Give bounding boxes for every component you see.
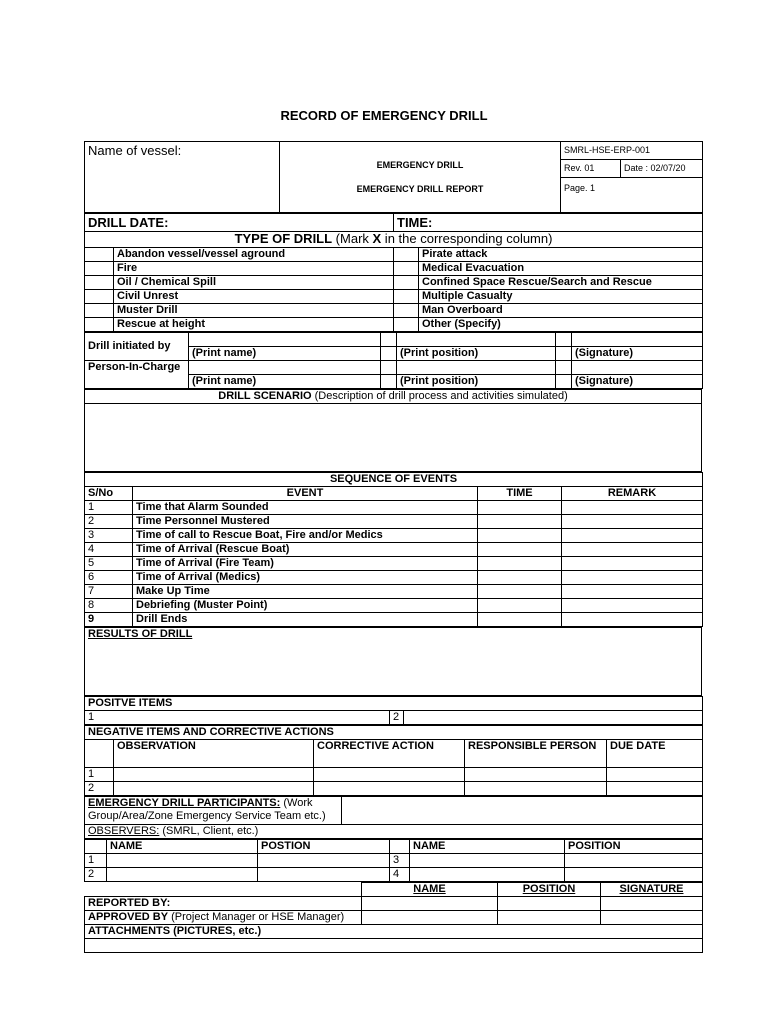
drill-time-field[interactable]: TIME: — [394, 214, 703, 232]
mark-box-right[interactable] — [394, 276, 419, 290]
observation-input[interactable] — [114, 782, 314, 796]
row-event: Time of Arrival (Fire Team) — [133, 557, 478, 571]
row-event: Time that Alarm Sounded — [133, 501, 478, 515]
approved-name-input[interactable] — [362, 911, 498, 925]
negative-table — [84, 725, 703, 796]
scenario-table — [84, 389, 702, 472]
table-row — [85, 599, 703, 613]
drill-type-left: Fire — [114, 262, 394, 276]
mark-box-right[interactable] — [394, 318, 419, 332]
time-input[interactable] — [478, 529, 562, 543]
observer-name-input[interactable] — [410, 868, 565, 882]
negative-items-heading: NEGATIVE ITEMS AND CORRECTIVE ACTIONS — [85, 726, 703, 740]
initiator-signature-input[interactable] — [572, 333, 703, 347]
row-number: 1 — [85, 501, 133, 515]
col-corrective-action: CORRECTIVE ACTION — [314, 740, 465, 768]
remark-input[interactable] — [562, 557, 703, 571]
row-number: 6 — [85, 571, 133, 585]
col-signature: SIGNATURE — [601, 883, 703, 897]
positive-table — [84, 696, 703, 725]
drill-type-left: Rescue at height — [114, 318, 394, 332]
row-number: 5 — [85, 557, 133, 571]
print-position-label: (Print position) — [397, 347, 556, 361]
participants-heading — [85, 797, 342, 825]
observers-heading — [85, 825, 703, 839]
time-input[interactable] — [478, 515, 562, 529]
observers-table — [84, 839, 703, 882]
table-row — [85, 613, 703, 627]
scenario-heading-bold: DRILL SCENARIO — [218, 390, 312, 402]
row-number: 3 — [390, 854, 410, 868]
drill-type-table — [84, 213, 703, 332]
due-date-input[interactable] — [607, 782, 703, 796]
mark-box-left[interactable] — [85, 248, 114, 262]
reported-position-input[interactable] — [498, 897, 601, 911]
remark-input[interactable] — [562, 529, 703, 543]
time-input[interactable] — [478, 501, 562, 515]
table-row — [85, 557, 703, 571]
sequence-table — [84, 472, 703, 627]
drill-type-right: Man Overboard — [419, 304, 703, 318]
remark-input[interactable] — [562, 543, 703, 557]
col-sno: S/No — [85, 487, 133, 501]
drill-type-left: Oil / Chemical Spill — [114, 276, 394, 290]
remark-input[interactable] — [562, 515, 703, 529]
sequence-heading: SEQUENCE OF EVENTS — [85, 473, 703, 487]
initiated-table — [84, 332, 703, 389]
remark-input[interactable] — [562, 571, 703, 585]
doc-number: SMRL-HSE-ERP-001 — [561, 142, 703, 160]
col-observation: OBSERVATION — [114, 740, 314, 768]
corrective-action-input[interactable] — [314, 782, 465, 796]
scenario-heading — [85, 390, 702, 404]
approved-signature-input[interactable] — [601, 911, 703, 925]
revision-date: Date : 02/07/20 — [621, 160, 703, 178]
col-position: POSITION — [498, 883, 601, 897]
page-number: Page. 1 — [561, 178, 703, 213]
drill-date-field[interactable]: DRILL DATE: — [85, 214, 394, 232]
drill-type-left: Civil Unrest — [114, 290, 394, 304]
observer-position-input[interactable] — [565, 854, 703, 868]
type-heading-mid: (Mark — [332, 231, 373, 246]
report-heading-line2: EMERGENCY DRILL REPORT — [356, 184, 484, 194]
table-row — [85, 529, 703, 543]
remark-input[interactable] — [562, 613, 703, 627]
scenario-input[interactable] — [85, 404, 702, 472]
participants-rest: (Work Group/Area/Zone Emergency Service Team etc.) — [88, 797, 326, 822]
corrective-action-input[interactable] — [314, 768, 465, 782]
mark-box-right[interactable] — [394, 248, 419, 262]
report-heading-line1: EMERGENCY DRILL — [376, 160, 464, 170]
type-heading-bold: TYPE OF DRILL — [234, 231, 333, 246]
responsible-person-input[interactable] — [465, 782, 607, 796]
participants-label: EMERGENCY DRILL PARTICIPANTS: — [88, 797, 281, 809]
remark-input[interactable] — [562, 501, 703, 515]
positive-item-2-number: 2 — [390, 711, 404, 725]
mark-box-right[interactable] — [394, 290, 419, 304]
initiator-name-input[interactable] — [189, 333, 381, 347]
signature-label: (Signature) — [572, 347, 703, 361]
time-input[interactable] — [478, 599, 562, 613]
mark-box-left[interactable] — [85, 290, 114, 304]
drill-type-right: Multiple Casualty — [419, 290, 703, 304]
table-row — [85, 501, 703, 515]
drill-type-left: Abandon vessel/vessel aground — [114, 248, 394, 262]
col-remark: REMARK — [562, 487, 703, 501]
participants-input[interactable] — [342, 797, 703, 825]
col-time: TIME — [478, 487, 562, 501]
mark-box-left[interactable] — [85, 304, 114, 318]
observer-position-input[interactable] — [258, 854, 390, 868]
approved-by-bold: APPROVED BY — [88, 911, 169, 923]
row-event: Debriefing (Muster Point) — [133, 599, 478, 613]
reported-name-input[interactable] — [362, 897, 498, 911]
observers-label: OBSERVERS: — [88, 825, 160, 837]
approved-position-input[interactable] — [498, 911, 601, 925]
due-date-input[interactable] — [607, 768, 703, 782]
mark-box-right[interactable] — [394, 262, 419, 276]
row-event: Drill Ends — [133, 613, 478, 627]
col-event: EVENT — [133, 487, 478, 501]
results-field[interactable]: RESULTS OF DRILL — [85, 628, 702, 696]
observer-name-input[interactable] — [107, 868, 258, 882]
drill-initiated-label: Drill initiated by — [85, 333, 189, 361]
approved-by-label — [85, 911, 362, 925]
mark-box-right[interactable] — [394, 304, 419, 318]
row-number: 2 — [85, 868, 107, 882]
signoff-table — [84, 882, 703, 953]
observer-name-input[interactable] — [107, 854, 258, 868]
document-title: RECORD OF EMERGENCY DRILL — [280, 108, 488, 123]
remark-input[interactable] — [562, 585, 703, 599]
vessel-label[interactable]: Name of vessel: — [85, 142, 280, 213]
positive-item-1[interactable]: 1 — [85, 711, 390, 725]
drill-type-right: Confined Space Rescue/Search and Rescue — [419, 276, 703, 290]
person-in-charge-label: Person-In-Charge — [85, 361, 189, 389]
observer-position-input[interactable] — [258, 868, 390, 882]
header-table — [84, 141, 703, 213]
row-event: Time Personnel Mustered — [133, 515, 478, 529]
print-position-label: (Print position) — [397, 375, 556, 389]
time-input[interactable] — [478, 557, 562, 571]
reported-by-label: REPORTED BY: — [85, 897, 362, 911]
row-number: 4 — [390, 868, 410, 882]
row-event: Time of Arrival (Rescue Boat) — [133, 543, 478, 557]
reported-signature-input[interactable] — [601, 897, 703, 911]
row-number: 2 — [85, 515, 133, 529]
row-number: 9 — [85, 613, 133, 627]
observer-position-input[interactable] — [565, 868, 703, 882]
signature-label: (Signature) — [572, 375, 703, 389]
drill-form — [84, 141, 702, 953]
col-position: POSTION — [258, 840, 390, 854]
pic-name-input[interactable] — [189, 361, 381, 375]
results-table — [84, 627, 702, 696]
pic-signature-input[interactable] — [572, 361, 703, 375]
col-name: NAME — [362, 883, 498, 897]
observer-name-input[interactable] — [410, 854, 565, 868]
row-number: 4 — [85, 543, 133, 557]
print-name-label: (Print name) — [189, 347, 381, 361]
drill-type-right: Pirate attack — [419, 248, 703, 262]
observation-input[interactable] — [114, 768, 314, 782]
row-event: Time of call to Rescue Boat, Fire and/or Medics — [133, 529, 478, 543]
row-number: 8 — [85, 599, 133, 613]
col-responsible-person: RESPONSIBLE PERSON — [465, 740, 607, 768]
observers-rest: (SMRL, Client, etc.) — [159, 825, 259, 837]
row-number: 1 — [85, 854, 107, 868]
table-row — [85, 571, 703, 585]
print-name-label: (Print name) — [189, 375, 381, 389]
row-number: 7 — [85, 585, 133, 599]
mark-box-left[interactable] — [85, 276, 114, 290]
attachments-label: ATTACHMENTS (PICTURES, etc.) — [85, 925, 703, 939]
col-due-date: DUE DATE — [607, 740, 703, 768]
time-input[interactable] — [478, 585, 562, 599]
row-event: Time of Arrival (Medics) — [133, 571, 478, 585]
type-heading-rest: in the corresponding column) — [381, 231, 553, 246]
row-event: Make Up Time — [133, 585, 478, 599]
time-input[interactable] — [478, 543, 562, 557]
table-row — [85, 585, 703, 599]
remark-input[interactable] — [562, 599, 703, 613]
col-position: POSITION — [565, 840, 703, 854]
scenario-heading-rest: (Description of drill process and activities simulated) — [311, 390, 568, 402]
col-name: NAME — [107, 840, 258, 854]
row-number: 2 — [85, 782, 114, 796]
pic-position-input[interactable] — [397, 361, 556, 375]
row-number: 3 — [85, 529, 133, 543]
mark-box-left[interactable] — [85, 262, 114, 276]
positive-items-heading: POSITVE ITEMS — [85, 697, 703, 711]
table-row — [85, 543, 703, 557]
col-name: NAME — [410, 840, 565, 854]
type-of-drill-heading — [85, 232, 703, 248]
approved-by-rest: (Project Manager or HSE Manager) — [168, 911, 345, 923]
positive-item-2[interactable] — [404, 711, 703, 725]
revision: Rev. 01 — [561, 160, 621, 178]
drill-type-left: Muster Drill — [114, 304, 394, 318]
responsible-person-input[interactable] — [465, 768, 607, 782]
drill-type-right: Medical Evacuation — [419, 262, 703, 276]
table-row — [85, 515, 703, 529]
report-heading — [280, 142, 561, 213]
type-heading-x: X — [372, 231, 382, 246]
mark-box-left[interactable] — [85, 318, 114, 332]
participants-table — [84, 796, 703, 839]
drill-type-right: Other (Specify) — [419, 318, 703, 332]
time-input[interactable] — [478, 613, 562, 627]
attachments-input[interactable] — [85, 939, 703, 953]
time-input[interactable] — [478, 571, 562, 585]
row-number: 1 — [85, 768, 114, 782]
initiator-position-input[interactable] — [397, 333, 556, 347]
